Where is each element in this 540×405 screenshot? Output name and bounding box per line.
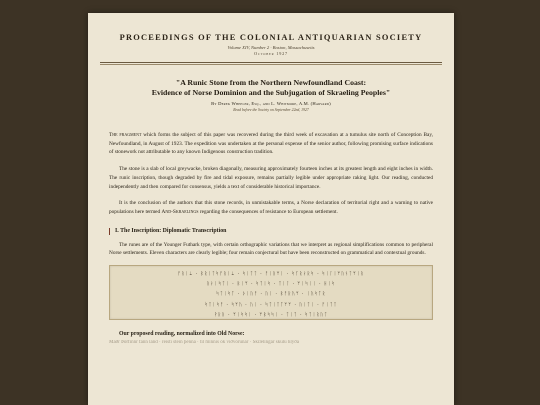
paragraph-1-lead: The fragment: [109, 132, 142, 138]
paragraph-3-term: And-Skraelings: [161, 208, 199, 215]
masthead-rule: [100, 62, 442, 63]
paragraph-3-text-a: It is the conclusion of the authors that this stone records, in unmistakable terms, a Norse declaration of territorial right and a warning to native populations here termed: [109, 200, 433, 215]
masthead: [88, 13, 454, 56]
section-heading-inscription: I. The Inscription: Diplomatic Transcription: [109, 228, 433, 235]
date-line: October 1927: [254, 51, 288, 56]
paper-page: [88, 13, 454, 405]
rune-line-5: ᚹᚱᚱ · ᛘᛁᛋᛋᛁ · ᛘᛒᛋᛋᛁ · ᛏᛁᛏ · ᛋᛏᛁᚱᚢᛏ: [214, 311, 328, 318]
paragraph-3-text-b: regarding the consequences of resistance to European settlement.: [198, 208, 338, 215]
article-body: [88, 131, 454, 345]
rune-line-2: ᚱᛅᛁᛋᛏᛁ · ᛒᛁᛘ · ᛋᛏᛁᛋ · ᛏᛁᛚ · ᛘᛁᛋᛁᛁ · ᚺᛁᛋ: [206, 281, 336, 288]
masthead-rule-thin: [100, 64, 442, 65]
rune-line-3: ᛋᛏᛁᛋᛏ · ᚦᛁᚢᚠ · ᚢᛁ · ᛒᚠᚱᚢᛘ · ᛁᚢᛋᛏᚱ: [215, 291, 326, 298]
paragraph-2: The stone is a slab of local greywacke, broken diagonally, measuring approximately fourteen inches at its greatest length and eight inches in width. The runic inscription, though degraded by fire and tidal exposure, remains partially legible under appropriate raking light. Our reading, conducted independently and then compared for consensus, yields a text of considerable historical importance.: [109, 166, 433, 190]
issue-line: Volume XIV, Number 2 · Boston, Massachusetts: [227, 45, 315, 50]
rune-line-4: ᛋᛏᛁᛋᚠ · ᛋᛘᚢ · ᚢᛁ · ᛋᛏᛁᛏᛏᛘᛘ · ᚢᛁᛏᛁ · ᚠᛁᛏᛏ: [204, 301, 338, 308]
read-note: Read before the Society on September 22nd, 1927: [233, 108, 309, 112]
paragraph-1: [109, 131, 433, 157]
rune-line-1: ᚠᚱᛁᛦ · ᛒᚱᛁᛏᛋᚠᚱᛁᛦ · ᛋᛁᛏᛏ · ᚠᛁᚱᛘᛁ · ᛋᚴᚱᛅᚱᛋ · ᛋᛁᛚᛁᛘᚢᚾᛏᛘᛁᚱ: [177, 271, 365, 278]
article-title-line2: Evidence of Norse Dominion and the Subjugation of Skraeling Peoples": [151, 88, 391, 97]
reading-line-cutoff: Maðr Þórfinnr fann land · reisti stein þenna · til minnis ok viðvörunar · Skrælingar skulu hlýða: [109, 340, 299, 346]
paragraph-1-text: which forms the subject of this paper was recovered during the third week of excavation at a tumulus site north of Conception Bay, Newfoundland, in August of 1923. The expedition was undertaken at the personal expense of the senior author, following promising surface indications of stonework not attributable to any known Indigenous construction tradition.: [109, 132, 433, 156]
rune-transcription-box: [109, 265, 433, 320]
paragraph-inscription: The runes are of the Younger Futhark type, with certain orthographic variations that we interpret as regional simplifications common to peripheral Norse settlements. Eleven characters are clearly legible; four remain conjectural but have been reconstructed on grammatical and contextual grounds.: [109, 241, 433, 257]
section-heading-reading: Our proposed reading, normalized into Old Norse:: [119, 331, 245, 338]
byline: By Derek Wheeler, Esq., and L. Whitmore, A.M. (Harvard): [211, 101, 331, 106]
article-title: [88, 78, 454, 98]
journal-title: PROCEEDINGS OF THE COLONIAL ANTIQUARIAN SOCIETY: [119, 33, 423, 42]
article-title-line1: "A Runic Stone from the Northern Newfoundland Coast:: [175, 78, 367, 87]
paragraph-3: [109, 199, 433, 216]
